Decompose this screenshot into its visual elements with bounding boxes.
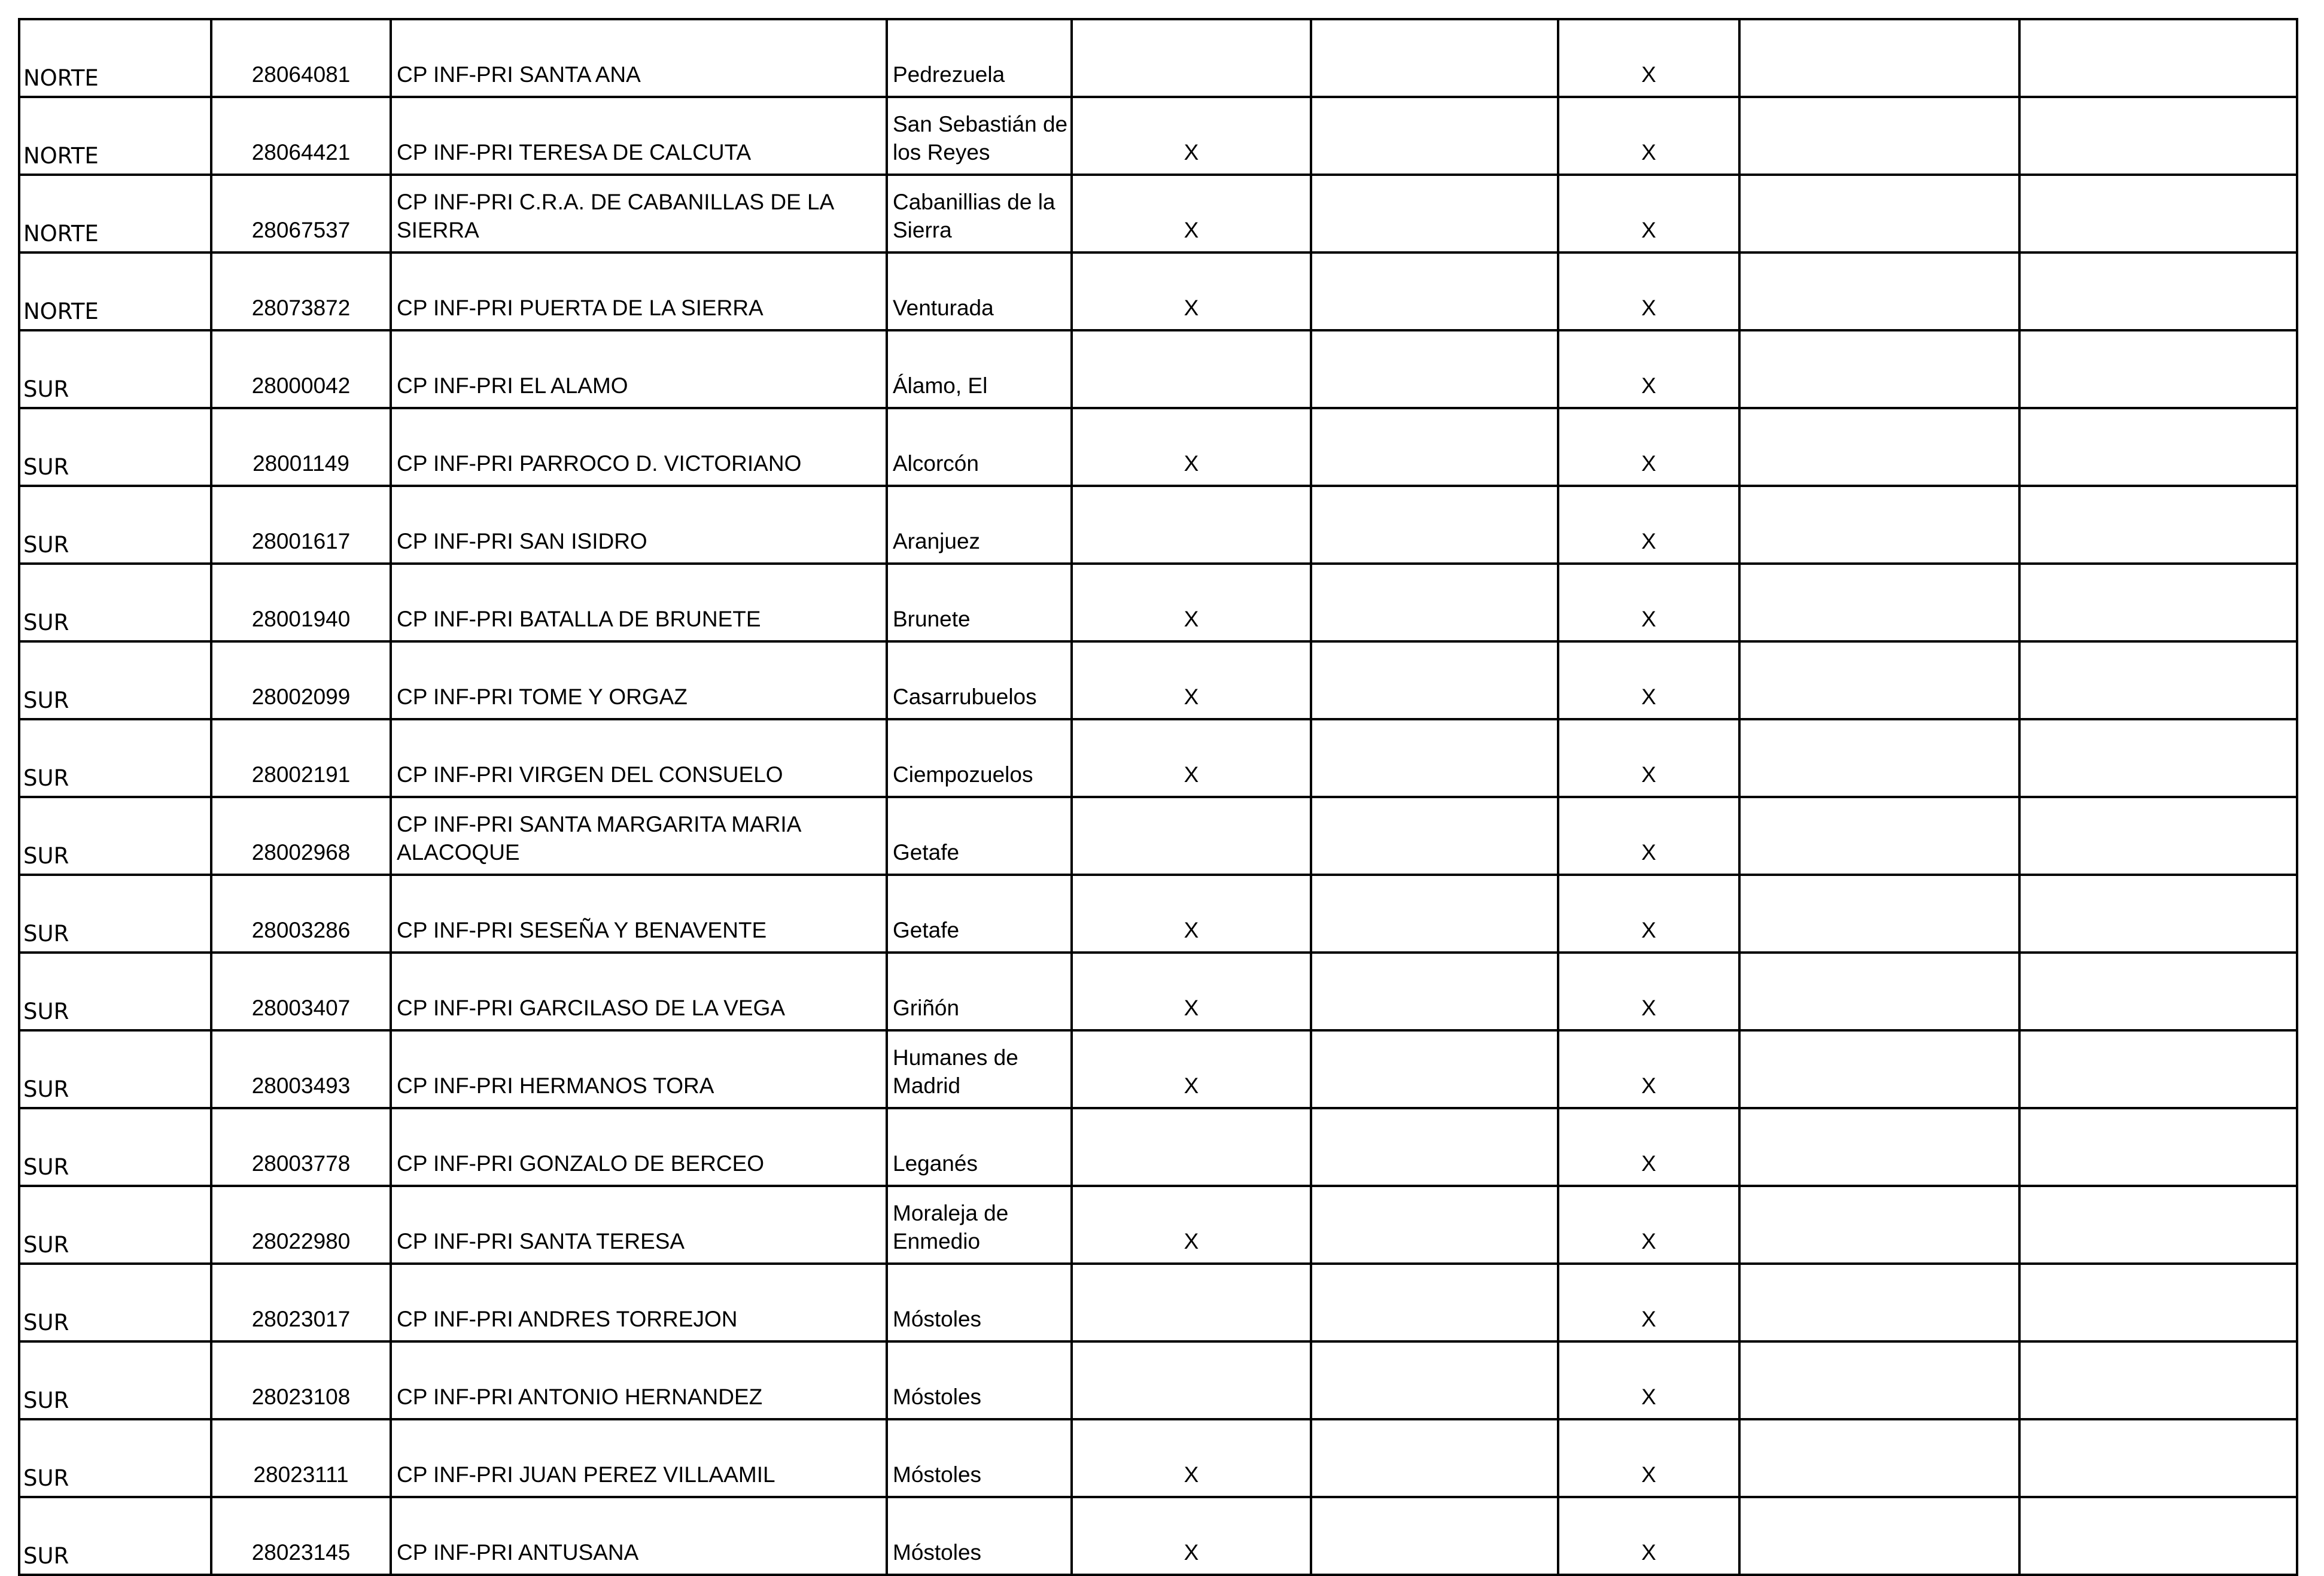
mark-cell-1: X	[1072, 641, 1311, 719]
mark-cell-3: X	[1558, 1264, 1739, 1341]
mark-cell-5	[2019, 1419, 2297, 1497]
code-cell: 28000042	[211, 330, 391, 408]
zone-cell: SUR	[19, 1419, 211, 1497]
table-row	[19, 1030, 2297, 1108]
mark-cell-5	[2019, 175, 2297, 252]
mark-cell-3: X	[1558, 1497, 1739, 1575]
mark-cell-2	[1311, 330, 1558, 408]
mark-cell-5	[2019, 875, 2297, 953]
mark-cell-1: X	[1072, 175, 1311, 252]
code-cell: 28002968	[211, 797, 391, 875]
school-name-cell: CP INF-PRI JUAN PEREZ VILLAAMIL	[391, 1419, 887, 1497]
mark-cell-5	[2019, 641, 2297, 719]
table-row	[19, 97, 2297, 175]
mark-cell-2	[1311, 1030, 1558, 1108]
mark-cell-5	[2019, 408, 2297, 486]
mark-cell-2	[1311, 408, 1558, 486]
table-row	[19, 252, 2297, 330]
mark-cell-4	[1739, 641, 2019, 719]
mark-cell-4	[1739, 1030, 2019, 1108]
code-cell: 28064081	[211, 19, 391, 97]
locality-cell: Cabanillias de la Sierra	[887, 175, 1072, 252]
mark-cell-3: X	[1558, 1341, 1739, 1419]
zone-cell: SUR	[19, 330, 211, 408]
mark-cell-3: X	[1558, 330, 1739, 408]
mark-cell-5	[2019, 252, 2297, 330]
mark-cell-3: X	[1558, 19, 1739, 97]
code-cell: 28002191	[211, 719, 391, 797]
zone-cell: SUR	[19, 564, 211, 641]
mark-cell-3: X	[1558, 175, 1739, 252]
mark-cell-5	[2019, 1186, 2297, 1264]
school-name-cell: CP INF-PRI VIRGEN DEL CONSUELO	[391, 719, 887, 797]
locality-cell: Móstoles	[887, 1341, 1072, 1419]
table-row	[19, 330, 2297, 408]
table-row	[19, 719, 2297, 797]
code-cell: 28023145	[211, 1497, 391, 1575]
table-row	[19, 641, 2297, 719]
school-name-cell: CP INF-PRI SAN ISIDRO	[391, 486, 887, 564]
mark-cell-5	[2019, 330, 2297, 408]
mark-cell-1	[1072, 797, 1311, 875]
schools-sheet	[18, 18, 2279, 1569]
zone-cell: SUR	[19, 1108, 211, 1186]
mark-cell-2	[1311, 252, 1558, 330]
mark-cell-1: X	[1072, 97, 1311, 175]
mark-cell-4	[1739, 19, 2019, 97]
zone-cell: SUR	[19, 719, 211, 797]
zone-cell: SUR	[19, 875, 211, 953]
mark-cell-1	[1072, 19, 1311, 97]
zone-cell: SUR	[19, 1264, 211, 1341]
mark-cell-1: X	[1072, 408, 1311, 486]
mark-cell-3: X	[1558, 953, 1739, 1030]
locality-cell: Aranjuez	[887, 486, 1072, 564]
table-row	[19, 1341, 2297, 1419]
locality-cell: Móstoles	[887, 1497, 1072, 1575]
mark-cell-3: X	[1558, 1108, 1739, 1186]
table-row	[19, 1497, 2297, 1575]
mark-cell-2	[1311, 641, 1558, 719]
school-name-cell: CP INF-PRI PUERTA DE LA SIERRA	[391, 252, 887, 330]
mark-cell-3: X	[1558, 97, 1739, 175]
school-name-cell: CP INF-PRI SANTA ANA	[391, 19, 887, 97]
mark-cell-1: X	[1072, 719, 1311, 797]
school-name-cell: CP INF-PRI SANTA MARGARITA MARIA ALACOQUE	[391, 797, 887, 875]
mark-cell-3: X	[1558, 797, 1739, 875]
mark-cell-5	[2019, 19, 2297, 97]
mark-cell-2	[1311, 486, 1558, 564]
zone-cell: SUR	[19, 408, 211, 486]
mark-cell-4	[1739, 953, 2019, 1030]
code-cell: 28001617	[211, 486, 391, 564]
locality-cell: Leganés	[887, 1108, 1072, 1186]
locality-cell: Griñón	[887, 953, 1072, 1030]
mark-cell-3: X	[1558, 1186, 1739, 1264]
table-row	[19, 953, 2297, 1030]
code-cell: 28002099	[211, 641, 391, 719]
mark-cell-5	[2019, 1497, 2297, 1575]
table-row	[19, 175, 2297, 252]
mark-cell-1: X	[1072, 1419, 1311, 1497]
mark-cell-5	[2019, 1264, 2297, 1341]
mark-cell-1: X	[1072, 1186, 1311, 1264]
locality-cell: Brunete	[887, 564, 1072, 641]
table-row	[19, 1264, 2297, 1341]
mark-cell-5	[2019, 97, 2297, 175]
mark-cell-5	[2019, 797, 2297, 875]
school-name-cell: CP INF-PRI GARCILASO DE LA VEGA	[391, 953, 887, 1030]
table-row	[19, 564, 2297, 641]
school-name-cell: CP INF-PRI SESEÑA Y BENAVENTE	[391, 875, 887, 953]
mark-cell-1: X	[1072, 252, 1311, 330]
code-cell: 28022980	[211, 1186, 391, 1264]
mark-cell-1	[1072, 330, 1311, 408]
mark-cell-5	[2019, 564, 2297, 641]
mark-cell-4	[1739, 330, 2019, 408]
mark-cell-3: X	[1558, 564, 1739, 641]
locality-cell: Ciempozuelos	[887, 719, 1072, 797]
school-name-cell: CP INF-PRI GONZALO DE BERCEO	[391, 1108, 887, 1186]
mark-cell-4	[1739, 1419, 2019, 1497]
table-row	[19, 19, 2297, 97]
school-name-cell: CP INF-PRI EL ALAMO	[391, 330, 887, 408]
mark-cell-2	[1311, 564, 1558, 641]
locality-cell: Getafe	[887, 875, 1072, 953]
school-name-cell: CP INF-PRI SANTA TERESA	[391, 1186, 887, 1264]
locality-cell: Venturada	[887, 252, 1072, 330]
mark-cell-2	[1311, 19, 1558, 97]
zone-cell: SUR	[19, 1030, 211, 1108]
code-cell: 28023111	[211, 1419, 391, 1497]
mark-cell-3: X	[1558, 719, 1739, 797]
mark-cell-4	[1739, 719, 2019, 797]
zone-cell: SUR	[19, 641, 211, 719]
zone-cell: SUR	[19, 486, 211, 564]
school-name-cell: CP INF-PRI TERESA DE CALCUTA	[391, 97, 887, 175]
locality-cell: Alcorcón	[887, 408, 1072, 486]
mark-cell-1: X	[1072, 1497, 1311, 1575]
mark-cell-2	[1311, 175, 1558, 252]
mark-cell-4	[1739, 486, 2019, 564]
mark-cell-4	[1739, 1341, 2019, 1419]
mark-cell-3: X	[1558, 1419, 1739, 1497]
mark-cell-2	[1311, 1419, 1558, 1497]
zone-cell: NORTE	[19, 19, 211, 97]
zone-cell: SUR	[19, 1186, 211, 1264]
mark-cell-2	[1311, 719, 1558, 797]
code-cell: 28064421	[211, 97, 391, 175]
table-row	[19, 408, 2297, 486]
mark-cell-4	[1739, 1264, 2019, 1341]
mark-cell-1: X	[1072, 953, 1311, 1030]
school-name-cell: CP INF-PRI ANTONIO HERNANDEZ	[391, 1341, 887, 1419]
mark-cell-4	[1739, 175, 2019, 252]
mark-cell-2	[1311, 1497, 1558, 1575]
code-cell: 28001940	[211, 564, 391, 641]
mark-cell-2	[1311, 953, 1558, 1030]
zone-cell: SUR	[19, 953, 211, 1030]
code-cell: 28073872	[211, 252, 391, 330]
zone-cell: SUR	[19, 797, 211, 875]
locality-cell: San Sebastián de los Reyes	[887, 97, 1072, 175]
mark-cell-3: X	[1558, 486, 1739, 564]
locality-cell: Móstoles	[887, 1419, 1072, 1497]
mark-cell-2	[1311, 1186, 1558, 1264]
locality-cell: Humanes de Madrid	[887, 1030, 1072, 1108]
school-name-cell: CP INF-PRI C.R.A. DE CABANILLAS DE LA SIERRA	[391, 175, 887, 252]
mark-cell-4	[1739, 1186, 2019, 1264]
mark-cell-1	[1072, 1264, 1311, 1341]
zone-cell: SUR	[19, 1341, 211, 1419]
mark-cell-3: X	[1558, 1030, 1739, 1108]
table-row	[19, 875, 2297, 953]
mark-cell-3: X	[1558, 408, 1739, 486]
mark-cell-2	[1311, 97, 1558, 175]
mark-cell-2	[1311, 875, 1558, 953]
table-row	[19, 797, 2297, 875]
table-body	[19, 19, 2297, 1575]
mark-cell-4	[1739, 252, 2019, 330]
mark-cell-1	[1072, 1341, 1311, 1419]
code-cell: 28001149	[211, 408, 391, 486]
locality-cell: Casarrubuelos	[887, 641, 1072, 719]
locality-cell: Moraleja de Enmedio	[887, 1186, 1072, 1264]
school-name-cell: CP INF-PRI HERMANOS TORA	[391, 1030, 887, 1108]
code-cell: 28003286	[211, 875, 391, 953]
zone-cell: NORTE	[19, 97, 211, 175]
zone-cell: SUR	[19, 1497, 211, 1575]
mark-cell-5	[2019, 953, 2297, 1030]
mark-cell-4	[1739, 1497, 2019, 1575]
mark-cell-1: X	[1072, 875, 1311, 953]
mark-cell-5	[2019, 1341, 2297, 1419]
mark-cell-4	[1739, 797, 2019, 875]
mark-cell-5	[2019, 1108, 2297, 1186]
table-row	[19, 1419, 2297, 1497]
mark-cell-5	[2019, 486, 2297, 564]
locality-cell: Getafe	[887, 797, 1072, 875]
mark-cell-4	[1739, 97, 2019, 175]
mark-cell-2	[1311, 797, 1558, 875]
mark-cell-3: X	[1558, 641, 1739, 719]
schools-table	[18, 18, 2298, 1576]
locality-cell: Pedrezuela	[887, 19, 1072, 97]
mark-cell-4	[1739, 1108, 2019, 1186]
code-cell: 28003493	[211, 1030, 391, 1108]
mark-cell-2	[1311, 1341, 1558, 1419]
school-name-cell: CP INF-PRI BATALLA DE BRUNETE	[391, 564, 887, 641]
table-row	[19, 1108, 2297, 1186]
mark-cell-4	[1739, 564, 2019, 641]
school-name-cell: CP INF-PRI TOME Y ORGAZ	[391, 641, 887, 719]
school-name-cell: CP INF-PRI PARROCO D. VICTORIANO	[391, 408, 887, 486]
code-cell: 28023017	[211, 1264, 391, 1341]
mark-cell-1	[1072, 486, 1311, 564]
code-cell: 28023108	[211, 1341, 391, 1419]
mark-cell-1	[1072, 1108, 1311, 1186]
mark-cell-4	[1739, 408, 2019, 486]
table-row	[19, 486, 2297, 564]
zone-cell: NORTE	[19, 175, 211, 252]
mark-cell-1: X	[1072, 564, 1311, 641]
mark-cell-4	[1739, 875, 2019, 953]
code-cell: 28067537	[211, 175, 391, 252]
school-name-cell: CP INF-PRI ANDRES TORREJON	[391, 1264, 887, 1341]
school-name-cell: CP INF-PRI ANTUSANA	[391, 1497, 887, 1575]
code-cell: 28003407	[211, 953, 391, 1030]
mark-cell-3: X	[1558, 875, 1739, 953]
mark-cell-2	[1311, 1264, 1558, 1341]
locality-cell: Álamo, El	[887, 330, 1072, 408]
mark-cell-5	[2019, 1030, 2297, 1108]
table-row	[19, 1186, 2297, 1264]
zone-cell: NORTE	[19, 252, 211, 330]
mark-cell-3: X	[1558, 252, 1739, 330]
mark-cell-5	[2019, 719, 2297, 797]
mark-cell-2	[1311, 1108, 1558, 1186]
mark-cell-1: X	[1072, 1030, 1311, 1108]
locality-cell: Móstoles	[887, 1264, 1072, 1341]
code-cell: 28003778	[211, 1108, 391, 1186]
